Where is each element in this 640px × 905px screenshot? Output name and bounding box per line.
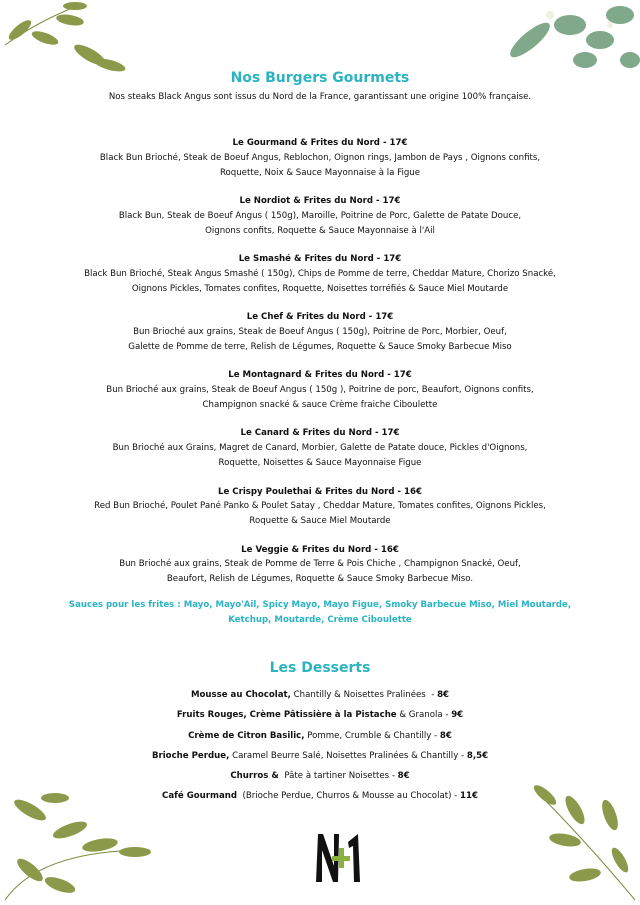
- dessert-item: [0, 705, 640, 725]
- leaf-decoration-bottom-left-icon: [0, 790, 160, 905]
- dessert-description: (Brioche Perdue, Churros & Mousse au Chocolat) -: [237, 791, 461, 802]
- burger-description: Bun Brioché aux Grains, Magret de Canard, Morbier, Galette de Patate douce, Pickles d'Oignons,: [112, 442, 528, 453]
- burger-description: Black Bun Brioché, Steak de Boeuf Angus, Reblochon, Oignon rings, Jambon de Pays , Oignons confits,: [99, 152, 541, 163]
- leaf-decoration-top-left-icon: [0, 0, 140, 80]
- desserts-section-title: Les Desserts: [269, 660, 371, 676]
- burger-description: Roquette, Noisettes & Sauce Mayonnaise Figue: [218, 457, 422, 468]
- burger-description: Champignon snacké & sauce Crème fraiche Ciboulette: [202, 399, 438, 410]
- dessert-name: Fruits Rouges, Crème Pâtissière à la Pistache: [176, 710, 397, 721]
- burger-description: Roquette, Noix & Sauce Mayonnaise à la Figue: [219, 167, 421, 178]
- burger-description: Beaufort, Relish de Légumes, Roquette & Sauce Smoky Barbecue Miso.: [166, 574, 474, 585]
- dessert-item: [0, 685, 640, 705]
- burger-item: [40, 252, 600, 297]
- burger-name: Le Crispy Poulethai & Frites du Nord - 16€: [218, 486, 422, 497]
- burger-description: Bun Brioché aux grains, Steak de Boeuf Angus ( 150g ), Poitrine de porc, Beaufort, Oignons confits,: [106, 384, 534, 395]
- burger-description: Bun Brioché aux grains, Steak de Pomme de Terre & Pois Chiche , Champignon Snacké, Oeuf,: [119, 559, 521, 570]
- burger-item: [40, 426, 600, 471]
- burger-item: [40, 310, 600, 355]
- dessert-description: Pomme, Crumble & Chantilly -: [304, 730, 440, 741]
- dessert-price: 8€: [437, 690, 450, 700]
- burger-name: Le Canard & Frites du Nord - 17€: [240, 428, 400, 439]
- sauces-line: Ketchup, Moutarde, Crème Ciboulette: [228, 615, 412, 625]
- burger-list: [40, 136, 600, 601]
- burger-description: Roquette & Sauce Miel Moutarde: [249, 516, 391, 527]
- dessert-description: Chantilly & Noisettes Pralinées -: [290, 690, 438, 700]
- dessert-name: Crème de Citron Basilic,: [188, 730, 305, 741]
- dessert-item: [0, 726, 640, 746]
- burger-item: [40, 543, 600, 588]
- dessert-name: Café Gourmand: [162, 791, 238, 802]
- dessert-price: 8,5€: [466, 750, 489, 761]
- dessert-item: [0, 746, 640, 766]
- dessert-price: 8€: [439, 730, 452, 741]
- dessert-price: 11€: [460, 791, 478, 802]
- burger-name: Le Chef & Frites du Nord - 17€: [246, 312, 394, 323]
- dessert-description: Pâte à tartiner Noisettes -: [278, 771, 398, 782]
- dessert-description: Caramel Beurre Salé, Noisettes Pralinées & Chantilly -: [229, 750, 467, 761]
- burgers-section-title: Nos Burgers Gourmets: [230, 70, 410, 86]
- burger-item: [40, 194, 600, 239]
- dessert-price: 8€: [397, 771, 410, 782]
- dessert-item: [0, 786, 640, 806]
- n-plus-1-logo: [312, 830, 364, 888]
- burger-description: Black Bun, Steak de Boeuf Angus ( 150g), Maroille, Poitrine de Porc, Galette de Patate Douce,: [118, 210, 522, 221]
- burger-description: Red Bun Brioché, Poulet Pané Panko & Poulet Satay , Cheddar Mature, Tomates confites, Oignons Pickles,: [94, 501, 546, 512]
- burger-name: Le Veggie & Frites du Nord - 16€: [241, 544, 399, 555]
- dessert-list: [0, 685, 640, 807]
- burger-item: [40, 368, 600, 413]
- sauces-line: Sauces pour les frites : Mayo, Mayo'Ail, Spicy Mayo, Mayo Figue, Smoky Barbecue Miso, Miel Moutarde,: [68, 600, 572, 610]
- burger-description: Oignons Pickles, Tomates confites, Roquette, Noisettes torréfiés & Sauce Miel Moutarde: [131, 283, 509, 294]
- dessert-name: Churros &: [230, 771, 279, 782]
- burger-description: Oignons confits, Roquette & Sauce Mayonnaise à l'Ail: [205, 225, 435, 236]
- burger-name: Le Montagnard & Frites du Nord - 17€: [228, 370, 412, 381]
- dessert-name: Brioche Perdue,: [151, 750, 230, 761]
- burgers-intro-text: Nos steaks Black Angus sont issus du Nord de la France, garantissant une origine 100% française.: [108, 92, 532, 102]
- burger-description: Galette de Pomme de terre, Relish de Légumes, Roquette & Sauce Smoky Barbecue Miso: [128, 341, 512, 352]
- dessert-item: [0, 766, 640, 786]
- dessert-price: 9€: [451, 710, 464, 721]
- burger-name: Le Nordiot & Frites du Nord - 17€: [239, 196, 401, 207]
- burger-item: [40, 136, 600, 181]
- burger-item: [40, 485, 600, 530]
- dessert-name: Mousse au Chocolat,: [190, 690, 291, 700]
- fries-sauces-list: [40, 598, 600, 628]
- burger-description: Bun Brioché aux grains, Steak de Boeuf Angus ( 150g), Poitrine de Porc, Morbier, Oeuf,: [133, 326, 507, 337]
- burger-name: Le Smashé & Frites du Nord - 17€: [238, 254, 402, 265]
- burger-name: Le Gourmand & Frites du Nord - 17€: [232, 138, 408, 148]
- dessert-description: & Granola -: [396, 710, 452, 721]
- burger-description: Black Bun Brioché, Steak Angus Smashé ( 150g), Chips de Pomme de terre, Cheddar Mature, Chorizo Snacké,: [84, 268, 556, 279]
